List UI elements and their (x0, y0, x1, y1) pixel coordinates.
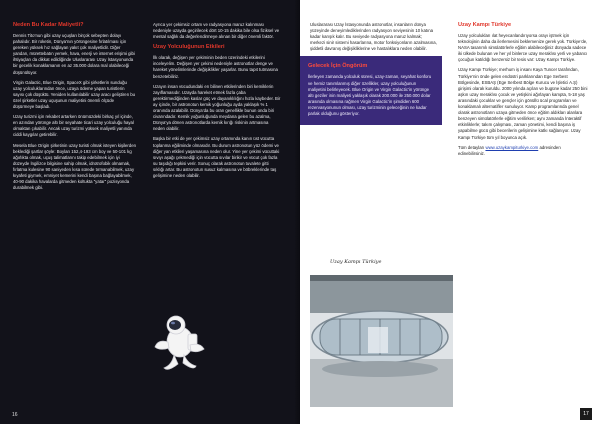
paragraph: İlk olarak, değişen yer çekiminin beden üzerindeki etkilerini inceleyelim. Değişen yer çekimi nedeniyle astronotlar denge ve hareket yönelimlerinde değişiklikler yaşarlar. Bunu tapıt tutmasına benzetebiliriz. (153, 55, 278, 79)
right-column-1 (310, 22, 437, 125)
right-column-2 (458, 22, 588, 161)
page-number: 17 (580, 408, 592, 420)
left-column-1 (13, 22, 136, 195)
section-heading-space-camp: Uzay Kampı Türkiye (458, 22, 512, 28)
paragraph: Uzay Kampı Türkiye; merhum iş insanı Kaya Tuncer tarafından, Türkiye’nin önde gelen endüstri parklarından Ege Serbest Bölgesinde, ESBAŞ (Ege Serbest Bölge Kurucu ve İşletici A.Ş) girişimi olarak kuruldu. 2000 yılında açılan ve bugüne kadar 250 bini aşkın uzay meraklısı çocuk ve yetişkini ağırlayan kampta, 5-18 yaş arasındaki çocuklar ve gençler için gönüllü ücal programları ve konaklamalı alternatifler sunuluyor. Kamp programlarında genel olarak astronotların uzaya gitmeden önce eğitim aldıkları alanlara benzeyen simülatörlerle eğitim verilirken; aynı zamanda İnteraktif etkinliklerle; takım çalışması, zaman yönetimi, kendi başına iş yapabilme gücü gibi becerilerin gelişimine katkı sağlanıyor. Uzay Kampı Türkiye tüm yıl boyunca açık. (458, 67, 588, 140)
section-heading-effects: Uzay Yolculuğunun Etkileri (153, 44, 225, 51)
left-column-2 (153, 22, 281, 183)
closing-prefix: Tüm detayları (458, 144, 486, 150)
section-heading-future: Gelecek İçin Öngörüm (308, 63, 368, 70)
closing-suffix: adresinden edinebilirsiniz. (458, 144, 561, 156)
photo-caption: Uzay Kampı Türkiye (330, 259, 382, 265)
paragraph: Uzayın insan vücudundaki en bilinen etkilerinden biri kemiklerin zayıflamasıdır. Uzayda hareket etmek fazla çaba gerektirmediğinden kaslar güç ve dayanıklılığını hızla kaybeder. Bir ay içinde, bir astronotun kemik yoğunluğu ayda yaklaşık % 1 oranında azalabilir. Dünya’da bu oran genellikle bunun onda biri civarındadır. Kemik yoğunluğunda meydana gelen bu azalma, Dünya’ya dönen astronotlarda kemik kırığı riskinin artmasına neden olabilir. (153, 83, 281, 132)
paragraph: Uzay turizmi için rekabet artarken önümüzdeki birkaç yıl içinde, en azından yörünge altı bir seyahate ticari uzay yolculuğu hayal olmaktan çıkabilir. Ancak uzay turizmi yüksek maliyetli yanında ciddi kaygılar getirebilir. (13, 114, 134, 138)
space-camp-photo (310, 247, 453, 407)
section-heading-cost: Neden Bu Kadar Maliyetli? (13, 22, 84, 28)
paragraph: Uzay yolculukları ılat heyecanlandırıyorsa orayı iştmek için teknolojinin daha da ilerlemesini beklemenize gerek yok. Türkiye’de, NASA tasarımlı simülatörlerle eğitim alabileceğiniz dünyada sadece iki ülkede bulunan ve her yıl binlerce uzay meraklısı yerli ve yabancı çocuğun katıldığı benzersiz bir tesis var: Uzay Kampı Türkiye. (458, 33, 588, 63)
space-camp-link[interactable]: www.uzaykampiturkiye.com (485, 144, 539, 150)
future-prediction-box (300, 56, 442, 125)
paragraph: Başka bir etki de yer çekimsiz uzay ortamında kanın üst vücutta toplanma eğiliminde olmasıdır. Bu durum astronotun yüz ödemi ve diğer yan etkileri yaşamasına neden olur. Yine yer çekimi vücuttaki sıvıyı aşağı çekmediği için vücutta sıvılar birikir ve vücut çok fazla su taşıdığı tepkisi verir. Sonuç olarak astronotun tuvalete gitti sıklığı artar. Bu astronotun susuz kalmasına ve böbreklerinde taş gelişimine neden olabilir. (153, 136, 280, 178)
paragraph: İlerleyen zamanda yolculuk süresi, uzay-zaman, seyahat konforu ve hemiz tanımlanmış diğer özellikler, uzay yolculuğunun maliyetini belirleyecek. Blue Origin ve Virgin Galactic’in yörünge altı geziler inin maliyeti yaklaşık olarak 200.000 ile 250.000 dolar arasında olmasına rağmen Virgin Galactic’in şimdiden 600 rezervasyonunun olması, uzay turizminin geleceğinin ne kadar parlak olduğunu gösteriyor. (308, 74, 432, 117)
paragraph: Virgin Galactic, Blue Origin, SpaceX gibi şirketlerin sunduğu uzay yolculuklarından önce, uzaya ödeme yapan turistlerin sayısı çok düşüktü. Yeniden kullanılabilir uzay aracı geliştiren bu özel şirketler uzay uçuşunun maliyetini önemli ölçüde düşürmeye başladı. (13, 79, 136, 110)
right-page (300, 0, 600, 424)
astronaut-illustration (150, 312, 206, 372)
paragraph: Dennis Tito’nun gibi uzay uçuşları birçok sebepten dolayı pahalıdır. Bir roketin, Dünya’nın yörüngesine fırlatılması için gereken yüksek hız sağlayan yakıt çok maliyetlidir. Diğer yandan, mürettebatın yemek, hava, enerji ve internet erişimi gibi ihtiyaçları da dikkat edildiğinde Uluslararası Uzay İstasyonunda bir gecelik konaklamanın en az 35.000 dolara mal olabileceği düşünülüyor. (13, 33, 135, 75)
paragraph: Mesela Blue Origin şirketinin uzay turisti olmak isteyen kişilerden beklediği şartlar şöyle: Boyları 152,4-193 cm boy ve 50-101 kg ağırlıkta olmak, uçuş talimatlarını takip edebilmek için iyi düzeyde İngilizce bilgisine sahip olmak, idrotrofobik olmamak, fırlatma kulesine 90 saniyeden kısa sürede tırmanabilmek, uzay kıyafeti giymek, emniyet kemerini kendi başına bağlayabilmek, 40-90 dakika havalarda gitmeden koltukta “yatar” pozisyonda durabilmek gibi. (13, 142, 136, 191)
closing-paragraph (458, 145, 588, 157)
paragraph: Uluslararası Uzay İstasyonunda astronotlar, insanların dünya yüzeyinde deneyimlediklerinden radyasyon seviyesinin 10 katına kadar karışık kalır. Bu seviyede radyasyona maruz kalmak; merkezi sinir sistemi hasarlarına, motor fonksiyonların azalmasına, şiddetli davranış değişikliklerine ve hastalıklara neden olabilir. (310, 22, 437, 52)
page-number: 16 (12, 412, 18, 418)
paragraph: Ayrıca yer çekimsiz ortam ve radyasyona maruz kalınması nedeniyle uzayda geçirilecek dört 10-15 dakika bile olsa fiziksel ve mental sağlık da değerlendirmeye alınan bir diğer önemli faktör. (153, 22, 280, 40)
